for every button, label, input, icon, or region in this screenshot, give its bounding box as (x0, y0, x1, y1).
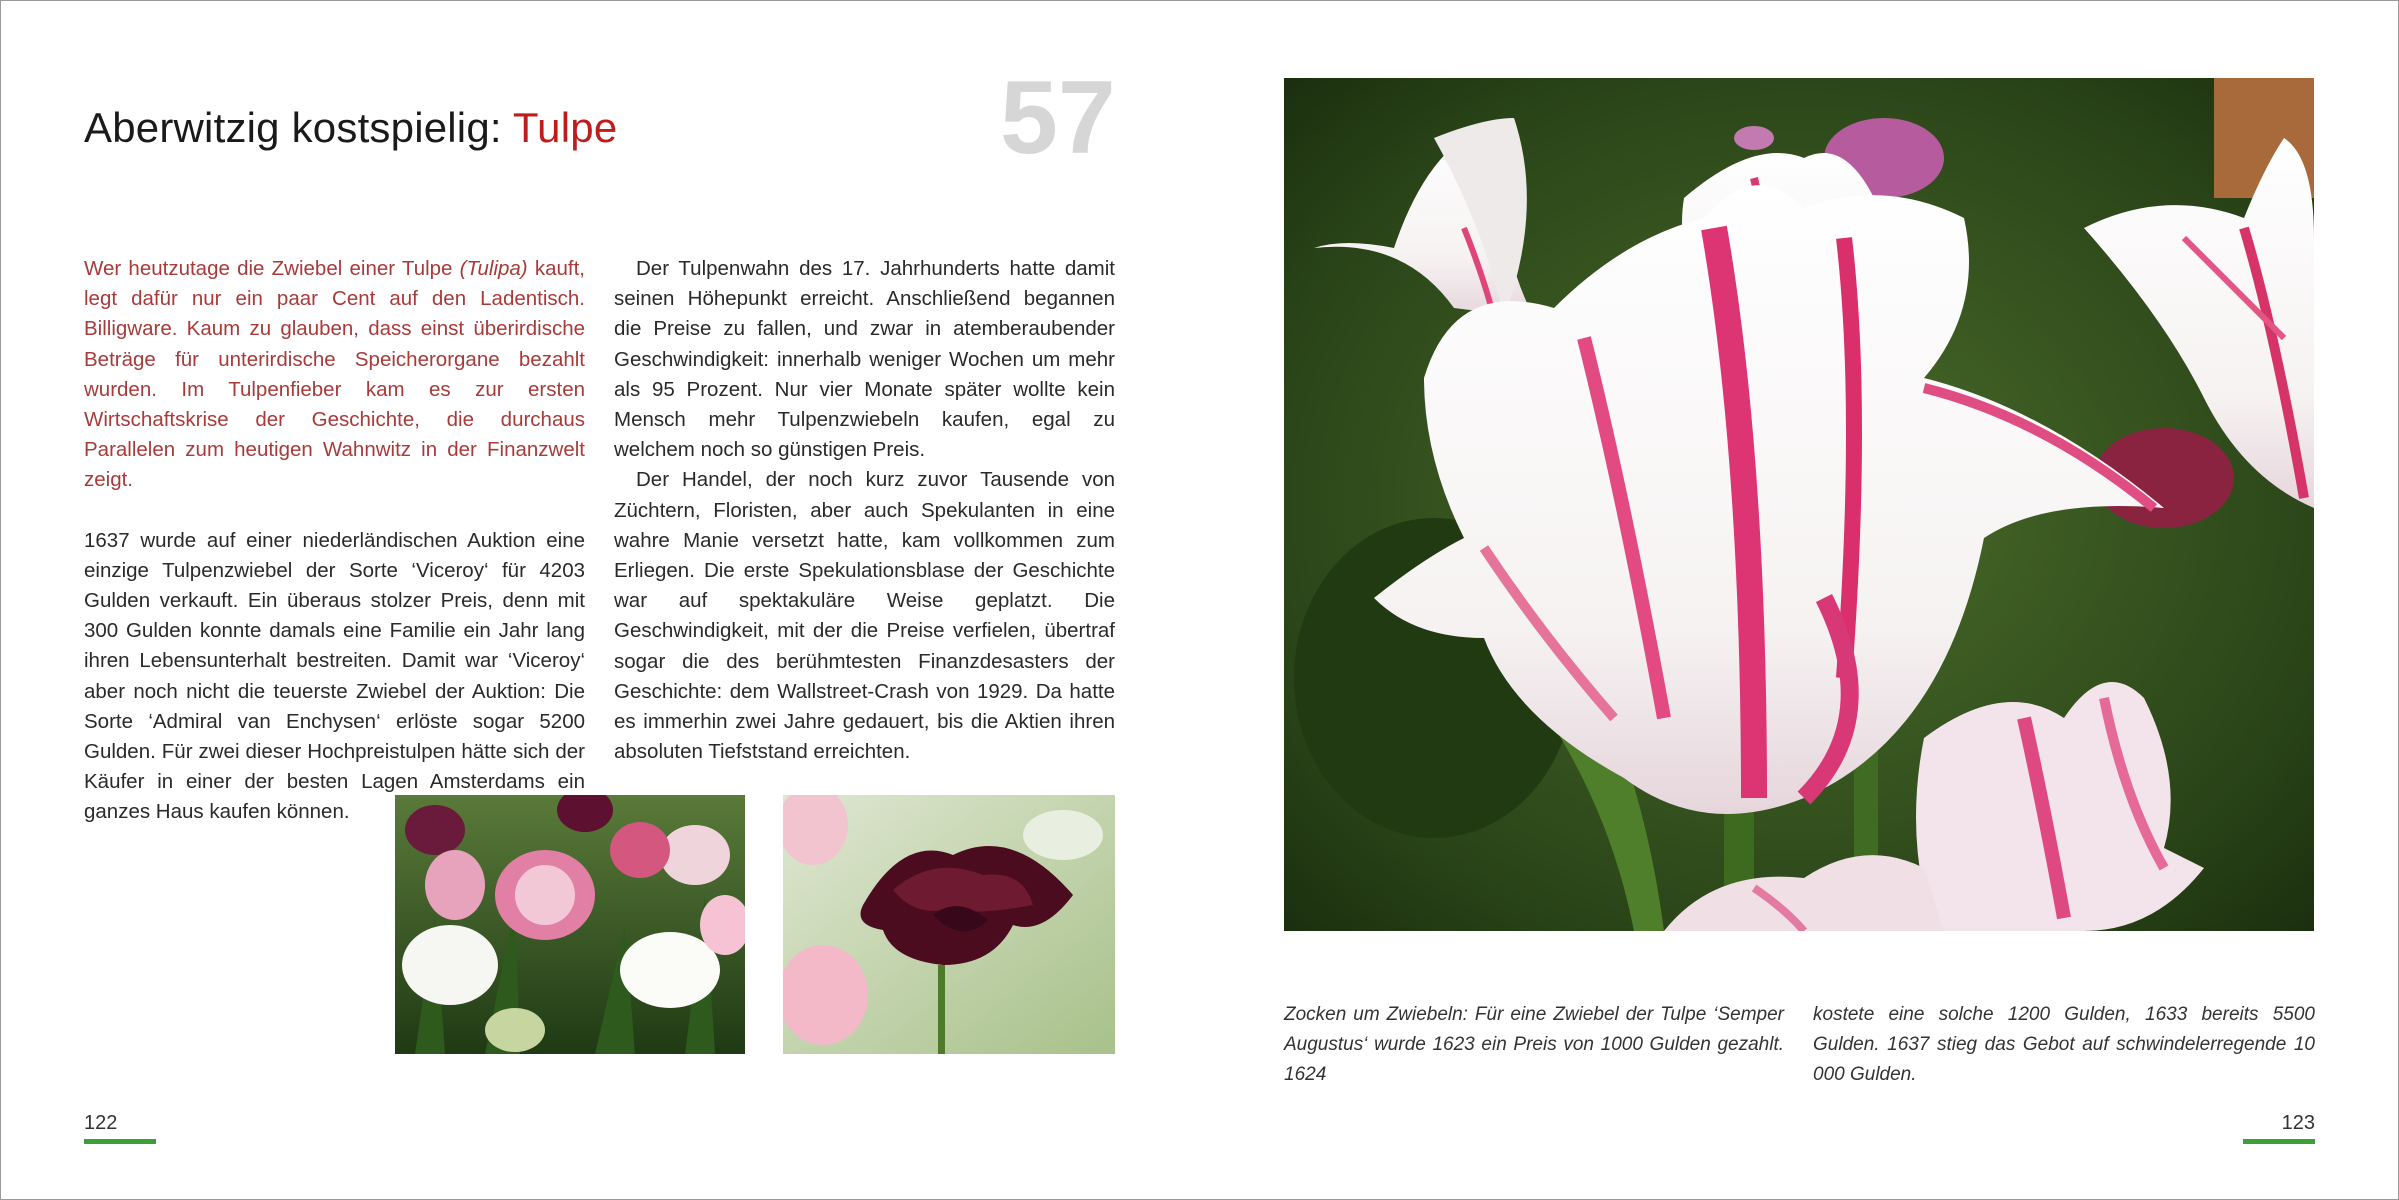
right-page (1199, 0, 2399, 1200)
text-column-1 (84, 254, 585, 828)
page-number-rule (2243, 1139, 2315, 1144)
title-accent: Tulpe (512, 104, 618, 151)
text-column-2 (614, 254, 1115, 767)
photo-caption-column-1: Zocken um Zwiebeln: Für eine Zwiebel der Tulpe ‘Semper Augustus‘ wurde 1623 ein Preis von 1000 Gulden gezahlt. 1624 (1284, 1004, 1784, 1085)
title-prefix: Aberwitzig kostspielig: (84, 104, 513, 151)
parrot-tulip-photo (783, 795, 1115, 1054)
left-page (0, 0, 1199, 1200)
lead-paragraph (84, 254, 585, 496)
page-title (84, 104, 617, 152)
semper-augustus-tulip-photo (1284, 78, 2314, 931)
lead-text-end: kauft, legt dafür nur ein paar Cent auf den Ladentisch. Billigware. Kaum zu glauben, dass einst überirdische Beträge für unterirdische Speicherorgane bezahlt wurden. Im Tulpenfieber kam es zur ersten Wirtschaftskrise der Geschichte, die durchaus Parallelen zum heutigen Wahnwitz in der Finanzwelt zeigt. (84, 257, 585, 492)
page-number: 122 (84, 1112, 118, 1134)
lead-latin-name: (Tulipa) (459, 257, 528, 280)
body-paragraph: Der Handel, der noch kurz zuvor Tausende von Züchtern, Floristen, aber auch Spekulanten in eine wahre Manie versetzt hatte, kam vollkommen zum Erliegen. Die erste Spekulationsblase der Geschichte war auf spektakuläre Weise geplatzt. Die Geschwindigkeit, mit der die Preise verfielen, übertraf sogar die des berühmtesten Finanzdesasters der Geschichte: dem Wallstreet-Crash von 1929. Da hatte es immerhin zwei Jahre gedauert, bis die Aktien ihren absoluten Tiefststand erreichten. (614, 468, 1115, 764)
tulip-bed-photo (395, 795, 745, 1054)
page-number: 123 (2281, 1112, 2315, 1134)
body-paragraph: Der Tulpenwahn des 17. Jahrhunderts hatte damit seinen Höhepunkt erreicht. Anschließend begannen die Preise zu fallen, und zwar in atemberaubender Geschwindigkeit: innerhalb weniger Wochen um mehr als 95 Prozent. Nur vier Monate später wollte kein Mensch mehr Tulpenzwiebeln kaufen, egal zu welchem noch so günstigen Preis. (614, 257, 1115, 462)
body-paragraph: 1637 wurde auf einer niederländischen Auktion eine einzige Tulpenzwiebel der Sorte ‘Viceroy‘ für 4203 Gulden verkauft. Ein überaus stolzer Preis, denn mit 300 Gulden konnte damals eine Familie ein Jahr lang ihren Lebensunterhalt bestreiten. Damit war ‘Viceroy‘ aber noch nicht die teuerste Zwiebel der Auktion: Die Sorte ‘Admiral van Enchysen‘ erlöste sogar 5200 Gulden. Für zwei dieser Hochpreistulpen hätte sich der Käufer in einer der besten Lagen Amsterdams ein ganzes Haus kaufen können. (84, 528, 585, 824)
photo-caption-column-2: kostete eine solche 1200 Gulden, 1633 bereits 5500 Gulden. 1637 stieg das Gebot auf schwindelerregende 10 000 Gulden. (1813, 1004, 2315, 1085)
chapter-number: 57 (1000, 60, 1116, 176)
lead-text-start: Wer heutzutage die Zwiebel einer Tulpe (84, 257, 460, 280)
page-number-rule (84, 1139, 156, 1144)
